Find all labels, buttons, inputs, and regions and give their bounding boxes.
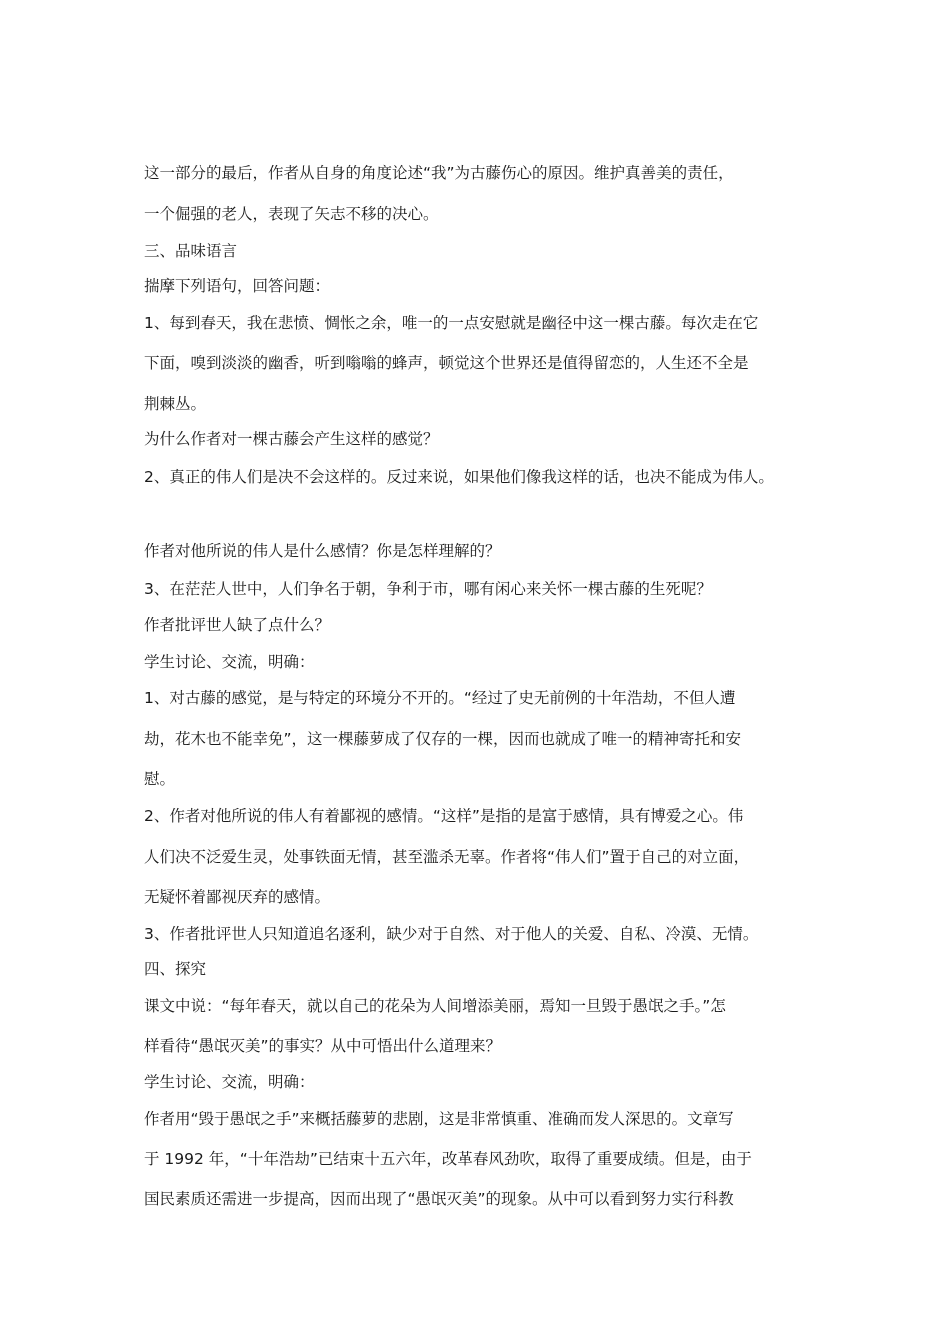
text-line: 1、每到春天，我在悲愤、惆怅之余，唯一的一点安慰就是幽径中这一棵古藤。每次走在它 — [144, 314, 759, 332]
text-line: 下面，嗅到淡淡的幽香，听到嗡嗡的蜂声，顿觉这个世界还是值得留恋的，人生还不全是 — [144, 354, 749, 372]
text-line: 样看待“愚氓灭美”的事实？从中可悟出什么道理来？ — [144, 1037, 502, 1055]
section-heading: 四、探究 — [144, 960, 207, 978]
text-line: 劫，花木也不能幸免”，这一棵藤萝成了仅存的一棵，因而也就成了唯一的精神寄托和安 — [144, 730, 742, 748]
text-line: 1、对古藤的感觉，是与特定的环境分不开的。“经过了史无前例的十年浩劫，不但人遭 — [144, 689, 736, 707]
text-line: 国民素质还需进一步提高，因而出现了“愚氓灭美”的现象。从中可以看到努力实行科教 — [144, 1190, 734, 1208]
text-line: 学生讨论、交流，明确： — [144, 653, 315, 671]
text-line: 揣摩下列语句，回答问题： — [144, 277, 331, 295]
text-line: 一个倔强的老人，表现了矢志不移的决心。 — [144, 205, 439, 223]
text-line: 这一部分的最后，作者从自身的角度论述“我”为古藤伤心的原因。维护真善美的责任， — [144, 164, 734, 182]
text-line: 2、作者对他所说的伟人有着鄙视的感情。“这样”是指的是富于感情，具有博爱之心。伟 — [144, 807, 744, 825]
text-line: 于 1992 年，“十年浩劫”已结束十五六年，改革春风劲吹，取得了重要成绩。但是，由于 — [144, 1150, 752, 1168]
text-line: 学生讨论、交流，明确： — [144, 1073, 315, 1091]
text-line: 课文中说：“每年春天，就以自己的花朵为人间增添美丽，焉知一旦毁于愚氓之手。”怎 — [144, 997, 726, 1015]
text-line: 人们决不泛爱生灵，处事铁面无情，甚至滥杀无辜。作者将“伟人们”置于自己的对立面， — [144, 848, 750, 866]
text-line: 3、作者批评世人只知道追名逐利，缺少对于自然、对于他人的关爱、自私、冷漠、无情。 — [144, 925, 759, 943]
text-line: 为什么作者对一棵古藤会产生这样的感觉？ — [144, 430, 439, 448]
text-line: 2、真正的伟人们是决不会这样的。反过来说，如果他们像我这样的话，也决不能成为伟人。 — [144, 468, 774, 486]
text-line: 作者对他所说的伟人是什么感情？你是怎样理解的？ — [144, 542, 501, 560]
text-line: 3、在茫茫人世中，人们争名于朝，争利于市，哪有闲心来关怀一棵古藤的生死呢？ — [144, 580, 712, 598]
text-line: 慰。 — [144, 770, 176, 788]
text-line: 作者批评世人缺了点什么？ — [144, 616, 331, 634]
text-line: 无疑怀着鄙视厌弃的感情。 — [144, 888, 331, 906]
text-line: 荆棘丛。 — [144, 395, 207, 413]
section-heading: 三、品味语言 — [144, 242, 238, 260]
text-line: 作者用“毁于愚氓之手”来概括藤萝的悲剧，这是非常慎重、准确而发人深思的。文章写 — [144, 1110, 734, 1128]
